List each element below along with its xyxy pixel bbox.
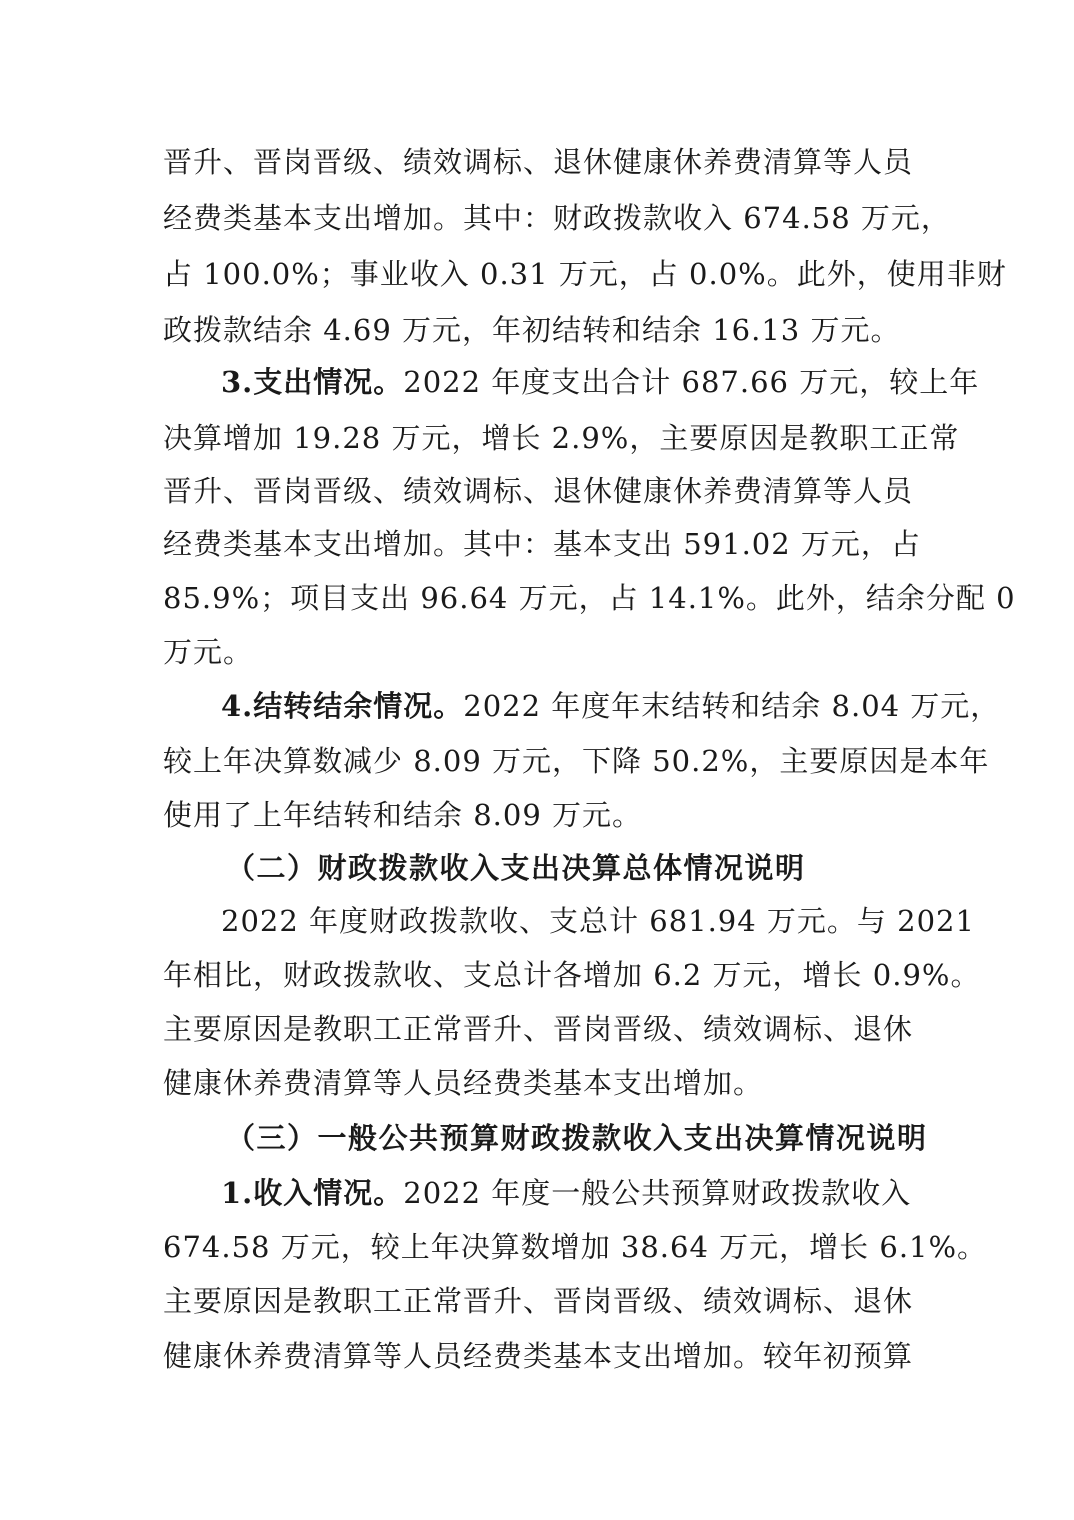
line-text: 经费类基本支出增加。其中：财政拨款收入 674.58 万元， (163, 201, 951, 235)
body-line (163, 134, 923, 190)
line-text: 政拨款结余 4.69 万元，年初结转和结余 16.13 万元。 (163, 313, 901, 347)
line-text: 健康休养费清算等人员经费类基本支出增加。较年初预算 (163, 1339, 914, 1373)
line-text: 占 100.0%；事业收入 0.31 万元，占 0.0%。此外，使用非财 (163, 257, 1007, 291)
line-text: 较上年决算数减少 8.09 万元，下降 50.2%，主要原因是本年 (163, 744, 990, 778)
body-line (163, 787, 923, 843)
body-line (163, 516, 923, 572)
line-text: 2022 年度财政拨款收、支总计 681.94 万元。与 2021 (221, 904, 975, 938)
body-line (163, 624, 923, 680)
line-text: 万元。 (163, 635, 254, 669)
body-line (221, 893, 975, 949)
line-text: 晋升、晋岗晋级、绩效调标、退休健康休养费清算等人员 (163, 474, 914, 508)
line-text: 2022 年度支出合计 687.66 万元，较上年 (403, 365, 980, 399)
line-text: 晋升、晋岗晋级、绩效调标、退休健康休养费清算等人员 (163, 145, 914, 179)
line-text: 主要原因是教职工正常晋升、晋岗晋级、绩效调标、退休 (163, 1012, 914, 1046)
section-line-carryover (221, 678, 1001, 734)
heading-text: （二）财政拨款收入支出决算总体情况说明 (226, 851, 806, 885)
section-lead: 3.支出情况。 (221, 365, 404, 399)
section-line-income (221, 1165, 921, 1221)
line-text: 674.58 万元，较上年决算数增加 38.64 万元，增长 6.1%。 (163, 1230, 988, 1264)
section-heading-3 (226, 1110, 928, 1166)
section-line-expenditure (221, 354, 980, 410)
heading-text: （三）一般公共预算财政拨款收入支出决算情况说明 (226, 1121, 928, 1155)
line-text: 经费类基本支出增加。其中：基本支出 591.02 万元，占 (163, 527, 921, 561)
body-line (163, 410, 960, 466)
line-text: 主要原因是教职工正常晋升、晋岗晋级、绩效调标、退休 (163, 1284, 914, 1318)
body-line (163, 246, 1007, 302)
line-text: 2022 年度一般公共预算财政拨款收入 (403, 1176, 912, 1210)
body-line (163, 1055, 923, 1111)
line-text: 年相比，财政拨款收、支总计各增加 6.2 万元，增长 0.9%。 (163, 958, 981, 992)
body-line (163, 1273, 923, 1329)
body-line (163, 1328, 923, 1384)
body-line (163, 302, 923, 358)
line-text: 85.9%；项目支出 96.64 万元，占 14.1%。此外，结余分配 0 (163, 581, 1016, 615)
line-text: 健康休养费清算等人员经费类基本支出增加。 (163, 1066, 764, 1100)
section-lead: 4.结转结余情况。 (221, 689, 464, 723)
body-line (163, 947, 981, 1003)
body-line (163, 190, 951, 246)
section-heading-2 (226, 840, 916, 896)
body-line (163, 733, 990, 789)
body-line (163, 1001, 923, 1057)
body-line (163, 1219, 988, 1275)
line-text: 2022 年度年末结转和结余 8.04 万元， (463, 689, 1001, 723)
line-text: 决算增加 19.28 万元，增长 2.9%，主要原因是教职工正常 (163, 421, 960, 455)
section-lead: 1.收入情况。 (221, 1176, 404, 1210)
line-text: 使用了上年结转和结余 8.09 万元。 (163, 798, 643, 832)
body-line (163, 570, 1016, 626)
body-line (163, 463, 923, 519)
